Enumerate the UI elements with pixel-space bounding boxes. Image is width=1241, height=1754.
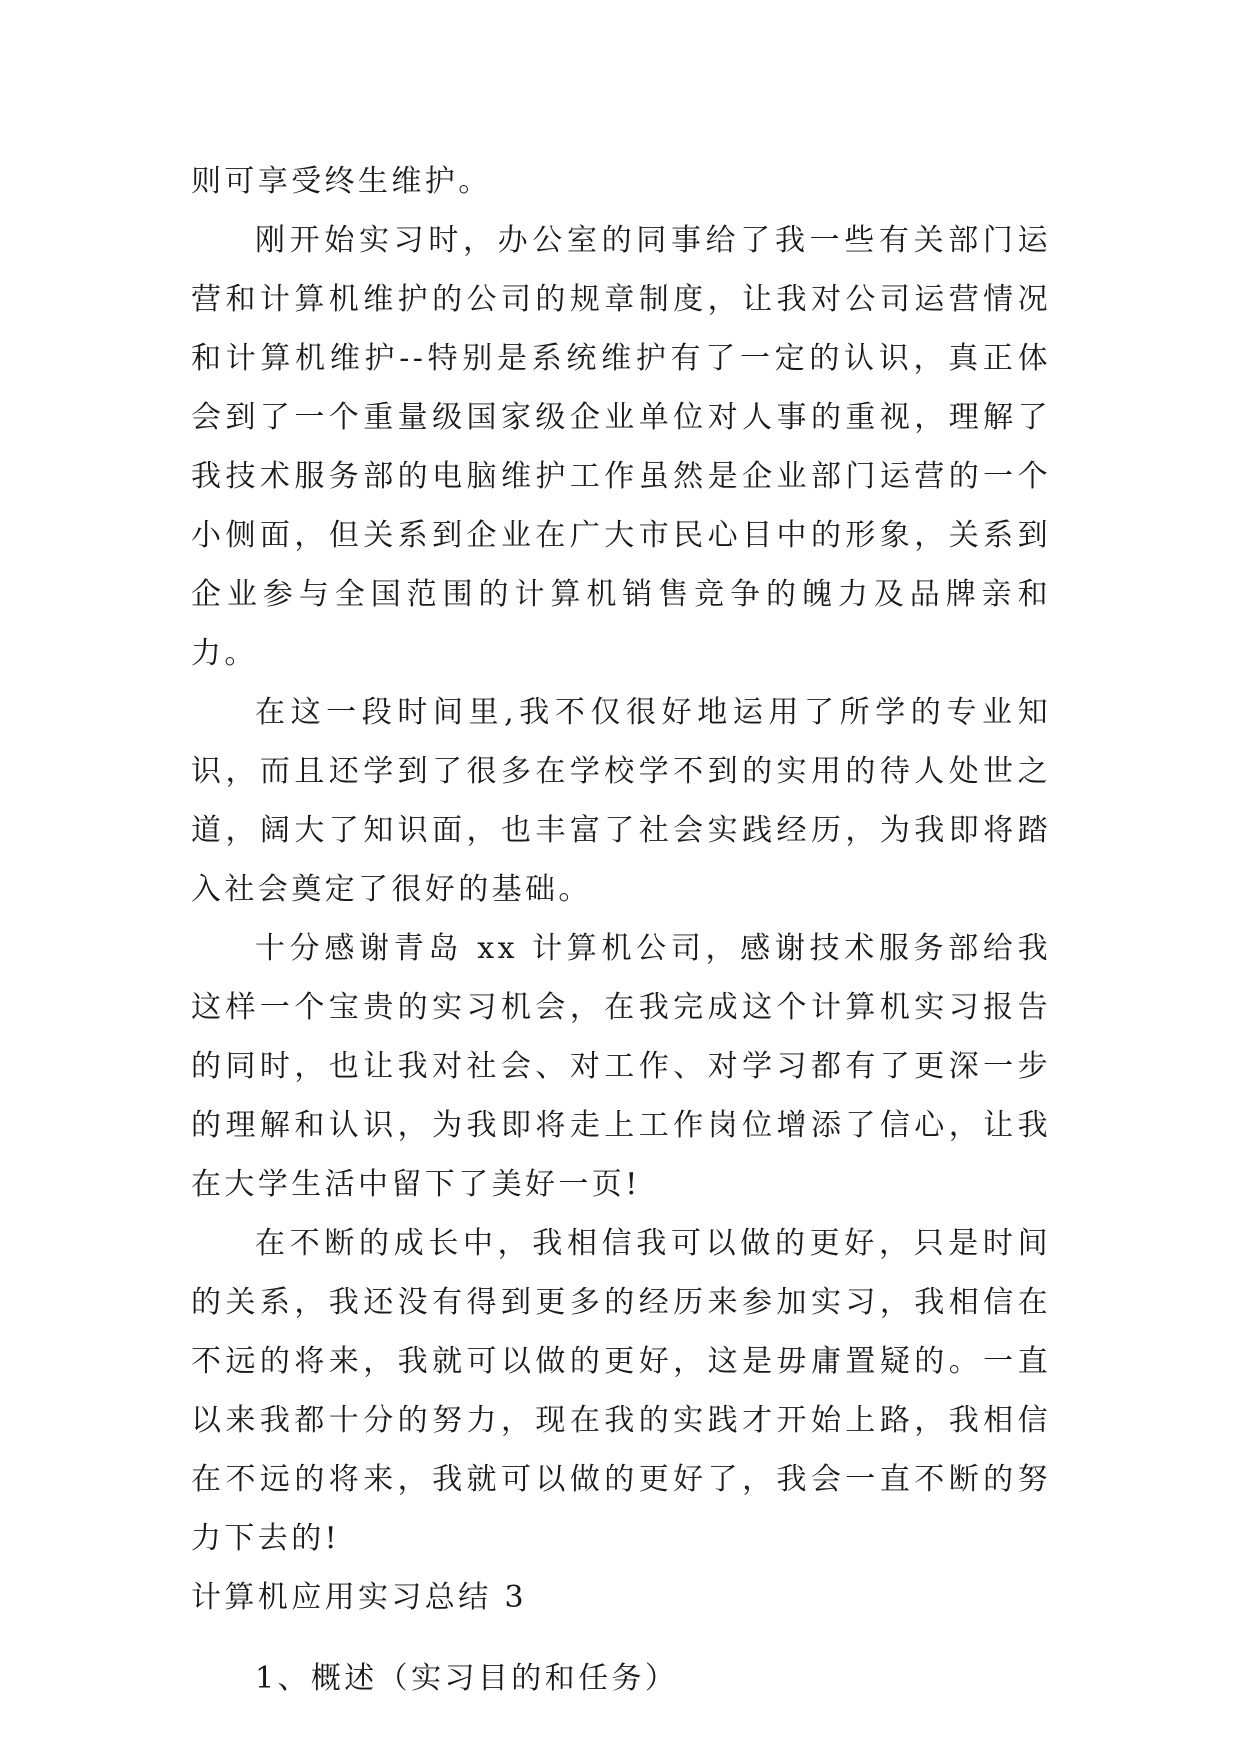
section-heading: 计算机应用实习总结 3 <box>191 1580 528 1615</box>
paragraph-thanks: 十分感谢青岛 xx 计算机公司，感谢技术服务部给我这样一个宝贵的实习机会，在我完成这个计算机实习报告的同时，也让我对社会、对工作、对学习都有了更深一步的理解和认识，为我即将走上工作岗位增添了信心，让我在大学生活中留下了美好一页! <box>191 931 1051 1202</box>
paragraph-internship-start: 刚开始实习时，办公室的同事给了我一些有关部门运营和计算机维护的公司的规章制度，让我对公司运营情况和计算机维护--特别是系统维护有了一定的认识，真正体会到了一个重量级国家级企业单位对人事的重视，理解了我技术服务部的电脑维护工作虽然是企业部门运营的一个小侧面，但关系到企业在广大市民心目中的形象，关系到企业参与全国范围的计算机销售竞争的魄力及品牌亲和力。 <box>191 223 1051 671</box>
document-body <box>191 152 1051 1708</box>
paragraph-learning: 在这一段时间里,我不仅很好地运用了所学的专业知识，而且还学到了很多在学校学不到的实用的待人处世之道，阔大了知识面，也丰富了社会实践经历，为我即将踏入社会奠定了很好的基础。 <box>191 695 1051 907</box>
paragraph-continuation: 则可享受终生维护。 <box>191 164 492 199</box>
subheading-overview: 1、概述（实习目的和任务） <box>255 1661 679 1696</box>
heading-spacer <box>191 1627 1051 1649</box>
paragraph-future: 在不断的成长中，我相信我可以做的更好，只是时间的关系，我还没有得到更多的经历来参加实习，我相信在不远的将来，我就可以做的更好，这是毋庸置疑的。一直以来我都十分的努力，现在我的实践才开始上路，我相信在不远的将来，我就可以做的更好了，我会一直不断的努力下去的! <box>191 1226 1051 1556</box>
